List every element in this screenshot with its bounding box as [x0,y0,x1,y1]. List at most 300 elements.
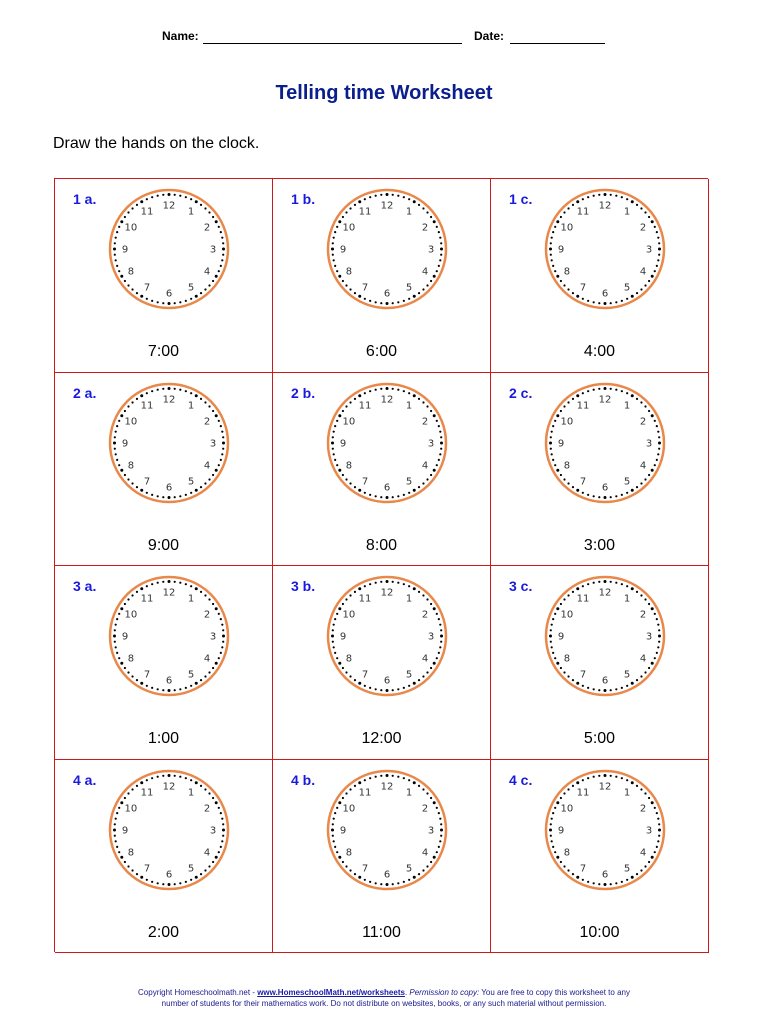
minute-tick [195,488,198,491]
minute-tick [168,883,171,886]
minute-tick [179,882,181,884]
clock-number: 1 [623,399,631,411]
time-label: 7:00 [147,343,180,360]
minute-tick [422,401,424,403]
minute-tick [656,812,658,814]
minute-tick [621,300,623,302]
minute-tick [168,496,171,499]
minute-tick [551,840,553,842]
clock-number: 2 [203,803,211,814]
clock-number: 5 [187,476,195,488]
minute-tick [179,688,181,690]
minute-tick [604,774,607,777]
minute-tick [221,840,223,842]
minute-tick [369,196,371,198]
minute-tick [576,394,579,397]
clock-number: 12 [380,781,394,792]
minute-tick [552,231,554,233]
clock-number: 11 [358,399,372,411]
minute-tick [552,458,554,460]
clock-number: 4 [421,847,429,858]
minute-tick [333,430,335,432]
minute-tick [549,248,552,251]
minute-tick [636,292,638,294]
minute-tick [610,689,612,691]
clock-number: 1 [405,786,413,798]
clock-cell [491,373,709,567]
clock-face[interactable] [107,381,231,505]
minute-tick [392,774,394,776]
minute-tick [576,682,579,685]
clock-face[interactable] [325,187,449,311]
clock-number: 2 [203,222,211,234]
clock-number: 4 [639,653,647,665]
minute-tick [413,781,416,784]
minute-tick [200,485,202,487]
minute-tick [204,594,206,596]
minute-tick [364,392,366,394]
minute-tick [358,200,361,203]
clock-number: 12 [598,200,612,212]
minute-tick [179,301,181,303]
minute-tick [215,662,218,665]
minute-tick [380,194,382,196]
minute-tick [392,883,394,885]
minute-tick [413,682,416,685]
clock-cell [491,179,709,373]
minute-tick [658,629,660,631]
minute-tick [438,425,440,427]
clock-number: 9 [557,825,565,836]
minute-tick [560,409,562,411]
clock-face[interactable] [325,768,449,892]
minute-tick [120,220,123,223]
clock-number: 7 [579,669,587,681]
minute-tick [157,195,159,197]
clock-face[interactable] [325,574,449,698]
minute-tick [222,248,225,251]
minute-tick [127,671,129,673]
date-field-line[interactable] [510,43,605,44]
minute-tick [114,254,116,256]
minute-tick [185,300,187,302]
clock-number: 4 [639,266,647,278]
clock-number: 3 [645,631,653,643]
minute-tick [386,193,389,196]
clock-number: 7 [143,476,151,488]
minute-tick [657,237,659,239]
minute-tick [215,414,218,417]
minute-tick [554,806,556,808]
minute-tick [358,682,361,685]
minute-tick [554,270,556,272]
clock-number: 4 [421,653,429,665]
minute-tick [658,242,660,244]
footer-permission-label: Permission to copy: [409,988,480,997]
minute-tick [567,482,569,484]
name-field-line[interactable] [203,43,462,44]
minute-tick [610,194,612,196]
minute-tick [221,430,223,432]
clock-number: 7 [361,476,369,488]
clock-number: 6 [383,288,391,300]
minute-tick [563,865,565,867]
clock-number: 11 [358,206,372,218]
minute-tick [212,667,214,669]
minute-tick [426,792,428,794]
minute-tick [200,872,202,874]
minute-tick [560,216,562,218]
minute-tick [436,851,438,853]
minute-tick [113,635,116,638]
clock-number: 7 [579,863,587,875]
minute-tick [185,583,187,585]
minute-tick [131,788,133,790]
minute-tick [576,295,579,298]
minute-tick [657,259,659,261]
minute-tick [397,582,399,584]
minute-tick [418,784,420,786]
minute-tick [587,880,589,882]
clock-face[interactable] [107,574,231,698]
minute-tick [567,401,569,403]
minute-tick [621,493,623,495]
minute-tick [375,582,377,584]
minute-tick [563,478,565,480]
minute-tick [140,781,143,784]
minute-tick [567,675,569,677]
minute-tick [440,828,443,831]
page-title: Telling time Worksheet [275,82,493,104]
minute-tick [174,496,176,498]
minute-tick [334,458,336,460]
clock-face[interactable] [107,768,231,892]
minute-tick [157,388,159,390]
minute-tick [644,478,646,480]
clock-face[interactable] [107,187,231,311]
minute-tick [386,387,389,390]
minute-tick [221,817,223,819]
minute-tick [200,591,202,593]
minute-tick [658,248,661,251]
minute-tick [656,425,658,427]
minute-tick [550,641,552,643]
minute-tick [549,635,552,638]
minute-tick [380,689,382,691]
minute-tick [200,679,202,681]
minute-tick [439,453,441,455]
minute-tick [222,823,224,825]
clock-number: 10 [124,416,138,427]
clock-number: 9 [339,244,347,256]
minute-tick [354,784,356,786]
minute-tick [334,231,336,233]
minute-tick [440,635,443,638]
time-label: 2:00 [147,923,180,941]
minute-tick [215,468,218,471]
minute-tick [576,875,579,878]
clock-face[interactable] [543,187,667,311]
clock-cell [491,566,709,760]
problem-label: 1 a. [73,191,97,207]
minute-tick [127,478,129,480]
minute-tick [334,652,336,654]
clock-number: 2 [203,609,211,621]
minute-tick [644,792,646,794]
clock-face[interactable] [325,381,449,505]
minute-tick [556,801,559,804]
minute-tick [116,265,118,267]
minute-tick [220,618,222,620]
minute-tick [626,685,628,687]
minute-tick [336,226,338,228]
clock-face[interactable] [543,768,667,892]
clock-number: 12 [162,587,176,599]
minute-tick [168,580,171,583]
minute-tick [185,777,187,779]
minute-tick [413,875,416,878]
minute-tick [116,425,118,427]
minute-tick [552,265,554,267]
minute-tick [386,580,389,583]
minute-tick [658,436,660,438]
minute-tick [195,682,198,685]
minute-tick [124,280,126,282]
minute-tick [556,662,559,665]
minute-tick [151,880,153,882]
clock-number: 3 [645,438,653,449]
minute-tick [338,220,341,223]
minute-tick [436,419,438,421]
minute-tick [626,779,628,781]
clock-number: 2 [639,803,647,814]
clock-number: 10 [342,416,356,427]
minute-tick [354,679,356,681]
minute-tick [397,301,399,303]
clock-cell [491,760,709,954]
minute-tick [636,485,638,487]
minute-tick [656,618,658,620]
minute-tick [218,851,220,853]
minute-tick [631,295,634,298]
minute-tick [195,295,198,298]
footer-link[interactable]: www.HomeschoolMath.net/worksheets [257,988,405,997]
minute-tick [185,196,187,198]
minute-tick [651,801,654,804]
minute-tick [582,298,584,300]
minute-tick [221,237,223,239]
clock-number: 7 [579,282,587,294]
minute-tick [118,851,120,853]
clock-number: 8 [345,847,353,858]
minute-tick [551,646,553,648]
time-label: 8:00 [365,536,398,554]
minute-tick [174,689,176,691]
minute-tick [116,618,118,620]
clock-number: 5 [623,863,631,875]
clock-number: 11 [576,206,590,218]
clock-number: 2 [421,609,429,621]
minute-tick [115,259,117,261]
minute-tick [332,834,334,836]
clock-number: 11 [576,786,590,798]
minute-tick [418,204,420,206]
minute-tick [438,265,440,267]
minute-tick [397,388,399,390]
minute-tick [115,817,117,819]
minute-tick [124,473,126,475]
minute-tick [215,220,218,223]
clock-number: 10 [124,609,138,621]
minute-tick [222,635,225,638]
minute-tick [162,302,164,304]
minute-tick [332,254,334,256]
minute-tick [345,478,347,480]
minute-tick [114,834,116,836]
minute-tick [436,270,438,272]
minute-tick [644,865,646,867]
clock-number: 12 [380,394,394,405]
minute-tick [657,624,659,626]
minute-tick [124,216,126,218]
minute-tick [598,496,600,498]
footer-copyright: Copyright Homeschoolmath.net - [138,988,258,997]
minute-tick [658,635,661,638]
clock-cell [55,566,273,760]
minute-tick [636,872,638,874]
minute-tick [582,878,584,880]
clock-number: 12 [162,781,176,792]
minute-tick [554,613,556,615]
minute-tick [204,207,206,209]
minute-tick [640,288,642,290]
minute-tick [438,618,440,620]
minute-tick [334,812,336,814]
minute-tick [208,211,210,213]
clock-face[interactable] [543,381,667,505]
minute-tick [430,667,432,669]
minute-tick [598,774,600,776]
minute-tick [610,883,612,885]
minute-tick [369,687,371,689]
minute-tick [345,865,347,867]
minute-tick [587,583,589,585]
clock-number: 9 [121,825,129,836]
minute-tick [136,485,138,487]
minute-tick [440,629,442,631]
minute-tick [556,414,559,417]
clock-number: 9 [557,438,565,449]
minute-tick [338,855,341,858]
minute-tick [657,646,659,648]
minute-tick [349,482,351,484]
minute-tick [124,667,126,669]
clock-number: 5 [187,863,195,875]
minute-tick [336,419,338,421]
minute-tick [162,496,164,498]
minute-tick [656,265,658,267]
minute-tick [336,657,338,659]
footer-line-2: number of students for their mathematics work. Do not distribute on websites, books, or any such material without permission. [161,999,607,1008]
minute-tick [567,869,569,871]
clock-cell [55,179,273,373]
minute-tick [375,495,377,497]
time-label: 12:00 [361,730,402,747]
minute-tick [120,662,123,665]
minute-tick [349,675,351,677]
minute-tick [220,265,222,267]
minute-tick [554,419,556,421]
minute-tick [195,200,198,203]
clock-number: 1 [187,786,195,798]
minute-tick [157,882,159,884]
minute-tick [560,796,562,798]
minute-tick [648,409,650,411]
minute-tick [426,478,428,480]
minute-tick [631,488,634,491]
clock-number: 5 [187,669,195,681]
minute-tick [576,781,579,784]
minute-tick [380,302,382,304]
minute-tick [212,280,214,282]
minute-tick [397,688,399,690]
minute-tick [195,875,198,878]
clock-number: 6 [601,675,609,687]
minute-tick [626,585,628,587]
minute-tick [114,447,116,449]
clock-number: 6 [165,288,173,300]
minute-tick [439,237,441,239]
time-label: 5:00 [583,730,616,747]
minute-tick [615,495,617,497]
clock-face[interactable] [543,574,667,698]
minute-tick [131,594,133,596]
clock-number: 10 [124,803,138,814]
clock-number: 9 [557,244,565,256]
clock-number: 4 [203,266,211,278]
minute-tick [651,855,654,858]
minute-tick [222,641,224,643]
minute-tick [640,482,642,484]
minute-tick [113,828,116,831]
clock-number: 12 [162,394,176,405]
minute-tick [658,441,661,444]
clock-number: 6 [165,675,173,687]
minute-tick [656,458,658,460]
minute-tick [644,211,646,213]
minute-tick [375,688,377,690]
minute-tick [342,409,344,411]
problem-label: 4 b. [291,771,316,788]
minute-tick [345,211,347,213]
minute-tick [190,685,192,687]
minute-tick [582,392,584,394]
minute-tick [549,828,552,831]
minute-tick [118,226,120,228]
minute-tick [426,284,428,286]
minute-tick [654,851,656,853]
minute-tick [436,464,438,466]
minute-tick [208,284,210,286]
minute-tick [375,195,377,197]
minute-tick [386,496,389,499]
minute-tick [345,405,347,407]
minute-tick [438,812,440,814]
minute-tick [140,200,143,203]
minute-tick [656,231,658,233]
minute-tick [124,409,126,411]
minute-tick [334,618,336,620]
